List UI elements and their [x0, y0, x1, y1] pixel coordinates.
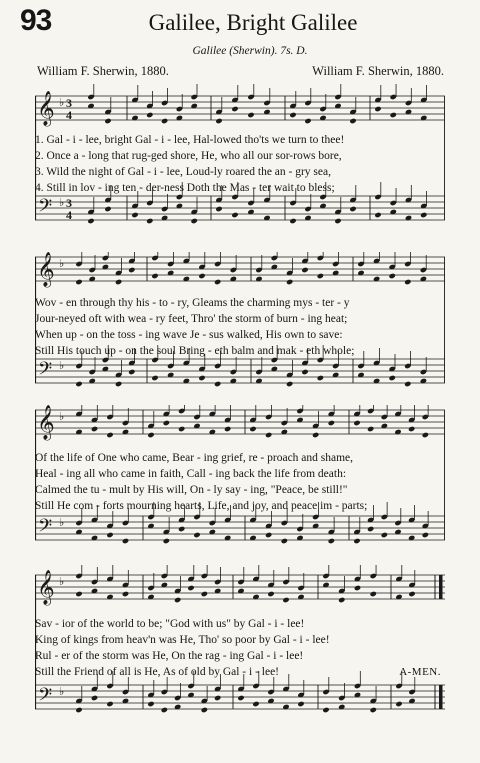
bass-note-head [201, 707, 208, 713]
bass-note-head [370, 707, 377, 713]
bass-note-head [214, 695, 221, 701]
bass-note-head [128, 369, 135, 375]
verse-4-line: Still He com - forts mourning hearts, Life, and joy, and peace im - parts; [35, 500, 368, 512]
bass-note-head [104, 206, 111, 212]
verse-2-line: Heal - ing all who came in faith, Call - ing back the life from death: [35, 468, 347, 480]
verse-3-line: When up - on the toss - ing wave Je - sus walked, His own to save: [35, 329, 343, 341]
bass-time-signature-top: 3 [66, 196, 72, 210]
treble-note-head [146, 112, 153, 118]
treble-note-head [304, 118, 311, 124]
bass-clef-icon: 𝄢 [38, 685, 53, 710]
treble-note-head [201, 591, 208, 597]
verse-4-line: Still the Friend of all is He, As of old by Gal - i - lee! [35, 666, 280, 678]
treble-note-head [214, 279, 221, 285]
treble-note-head [163, 420, 170, 426]
bass-note-head [106, 532, 113, 538]
treble-note-head [187, 585, 194, 591]
treble-note-head [215, 118, 222, 124]
treble-note-head [147, 432, 154, 438]
bass-note-head [367, 526, 374, 532]
bass-note-head [122, 538, 129, 544]
treble-note-head [408, 591, 415, 597]
treble-note-head [231, 106, 238, 112]
bass-key-flat-icon: ♭ [59, 196, 65, 209]
bass-note-head [91, 695, 98, 701]
bass-note-head [252, 701, 259, 707]
bass-clef-icon: 𝄢 [38, 196, 53, 221]
treble-note-head [367, 426, 374, 432]
verse-3-line: 3. Wild the night of Gal - i - lee, Loud-ly roared the an - gry sea, [35, 166, 331, 178]
treble-note-head [198, 273, 205, 279]
treble-time-signature-top: 3 [66, 96, 72, 110]
verse-3-line: Rul - er of the storm was He, On the rag - ing Gal - i - lee! [35, 650, 304, 662]
bass-note-head [334, 218, 341, 224]
treble-final-bar-thick [439, 575, 443, 599]
tune-meter-line: Galilee (Sherwin). 7s. D. [192, 45, 308, 57]
treble-note-head [75, 279, 82, 285]
treble-note-head [353, 420, 360, 426]
bass-note-head [381, 532, 388, 538]
bass-note-head [147, 701, 154, 707]
bass-note-head [146, 218, 153, 224]
bass-note-head [353, 538, 360, 544]
bass-note-head [349, 206, 356, 212]
treble-key-flat-icon: ♭ [59, 410, 65, 423]
treble-clef-icon: 𝄞 [37, 252, 55, 287]
treble-note-head [338, 597, 345, 603]
bass-note-head [289, 218, 296, 224]
bass-note-head [115, 381, 122, 387]
treble-note-head [75, 591, 82, 597]
bass-note-head [106, 701, 113, 707]
bass-note-head [328, 538, 335, 544]
music-system-2 [35, 252, 445, 400]
treble-note-head [161, 118, 168, 124]
verse-4-line: Still His touch up - on the soul Bring - eth balm and mak - eth whole; [35, 345, 355, 357]
bass-clef-icon: 𝄢 [38, 359, 53, 384]
bass-note-head [281, 538, 288, 544]
treble-clef-icon: 𝄞 [37, 405, 55, 440]
bass-note-head [75, 381, 82, 387]
music-credit: William F. Sherwin, 1880. [312, 64, 444, 78]
treble-clef-icon: 𝄞 [37, 570, 55, 605]
bass-note-head [198, 375, 205, 381]
treble-note-head [328, 420, 335, 426]
amen-label: A-MEN. [399, 666, 441, 678]
bass-note-head [215, 206, 222, 212]
bass-note-head [322, 707, 329, 713]
bass-note-head [193, 532, 200, 538]
treble-note-head [106, 432, 113, 438]
treble-note-head [374, 106, 381, 112]
treble-note-head [282, 597, 289, 603]
music-system-4 [35, 565, 445, 760]
bass-note-head [301, 369, 308, 375]
bass-key-flat-icon: ♭ [59, 685, 65, 698]
treble-note-head [91, 426, 98, 432]
bass-note-head [395, 701, 402, 707]
treble-note-head [178, 426, 185, 432]
treble-note-head [390, 112, 397, 118]
bass-note-head [420, 212, 427, 218]
treble-note-head [317, 273, 324, 279]
bass-note-head [191, 218, 198, 224]
bass-note-head [231, 212, 238, 218]
bass-note-head [87, 218, 94, 224]
bass-note-head [286, 381, 293, 387]
treble-note-head [404, 279, 411, 285]
bass-final-bar-thick [439, 685, 443, 709]
treble-note-head [115, 279, 122, 285]
bass-time-signature-bottom: 4 [66, 208, 72, 222]
bass-note-head [237, 695, 244, 701]
treble-note-head [289, 112, 296, 118]
treble-key-flat-icon: ♭ [59, 96, 65, 109]
treble-note-head [422, 432, 429, 438]
words-credit: William F. Sherwin, 1880. [37, 64, 169, 78]
treble-note-head [122, 591, 129, 597]
verse-2-line: Jour-neyed oft with wea - ry feet, Thro' the storm of burn - ing heat; [35, 313, 348, 325]
bass-note-head [389, 375, 396, 381]
bass-note-head [265, 532, 272, 538]
treble-note-head [151, 273, 158, 279]
verse-2-line: 2. Once a - long that rug-ged shore, He, who all our sor-rows bore, [35, 150, 342, 162]
treble-note-head [286, 279, 293, 285]
treble-note-head [301, 267, 308, 273]
bass-note-head [214, 381, 221, 387]
bass-note-head [75, 707, 82, 713]
treble-note-head [104, 118, 111, 124]
music-system-1 [35, 84, 445, 247]
treble-clef-icon: 𝄞 [37, 91, 55, 126]
treble-note-head [174, 597, 181, 603]
verse-3-line: Calmed the tu - mult by His will, On - ly say - ing, "Peace, be still!" [35, 484, 348, 496]
bass-note-head [422, 532, 429, 538]
treble-note-head [249, 426, 256, 432]
music-system-3 [35, 405, 445, 557]
verse-1-line: Of the life of One who came, Bear - ing grief, re - proach and shame, [35, 452, 354, 464]
treble-note-head [265, 432, 272, 438]
treble-note-head [128, 267, 135, 273]
verse-2-line: King of kings from heav'n was He, Tho' so poor by Gal - i - lee! [35, 634, 330, 646]
treble-note-head [408, 426, 415, 432]
treble-note-head [370, 591, 377, 597]
hymn-title: Galilee, Bright Galilee [148, 10, 358, 35]
treble-key-flat-icon: ♭ [59, 575, 65, 588]
bass-key-flat-icon: ♭ [59, 516, 65, 529]
treble-note-head [349, 118, 356, 124]
bass-note-head [404, 381, 411, 387]
treble-note-head [224, 426, 231, 432]
treble-note-head [389, 273, 396, 279]
verse-1-line: Sav - ior of the world to be; "God with us" by Gal - i - lee! [35, 618, 305, 630]
bass-note-head [163, 538, 170, 544]
bass-note-head [131, 212, 138, 218]
bass-clef-icon: 𝄢 [38, 516, 53, 541]
bass-note-head [374, 212, 381, 218]
verse-1-line: Wov - en through thy his - to - ry, Gleams the charming mys - ter - y [35, 297, 350, 309]
treble-key-flat-icon: ♭ [59, 257, 65, 270]
bass-note-head [317, 375, 324, 381]
bass-note-head [297, 701, 304, 707]
bass-note-head [151, 375, 158, 381]
treble-note-head [312, 432, 319, 438]
bass-note-head [161, 707, 168, 713]
verse-1-line: 1. Gal - i - lee, bright Gal - i - lee, Hal-lowed tho'ts we turn to thee! [35, 134, 345, 146]
treble-note-head [267, 591, 274, 597]
verse-4-line: 4. Still in lov - ing ten - der-ness Doth the Mas - ter wait to bless; [35, 182, 335, 194]
bass-key-flat-icon: ♭ [59, 359, 65, 372]
bass-note-head [178, 526, 185, 532]
hymn-number: 93 [20, 4, 52, 37]
treble-note-head [354, 585, 361, 591]
treble-time-signature-bottom: 4 [66, 108, 72, 122]
treble-note-head [247, 112, 254, 118]
